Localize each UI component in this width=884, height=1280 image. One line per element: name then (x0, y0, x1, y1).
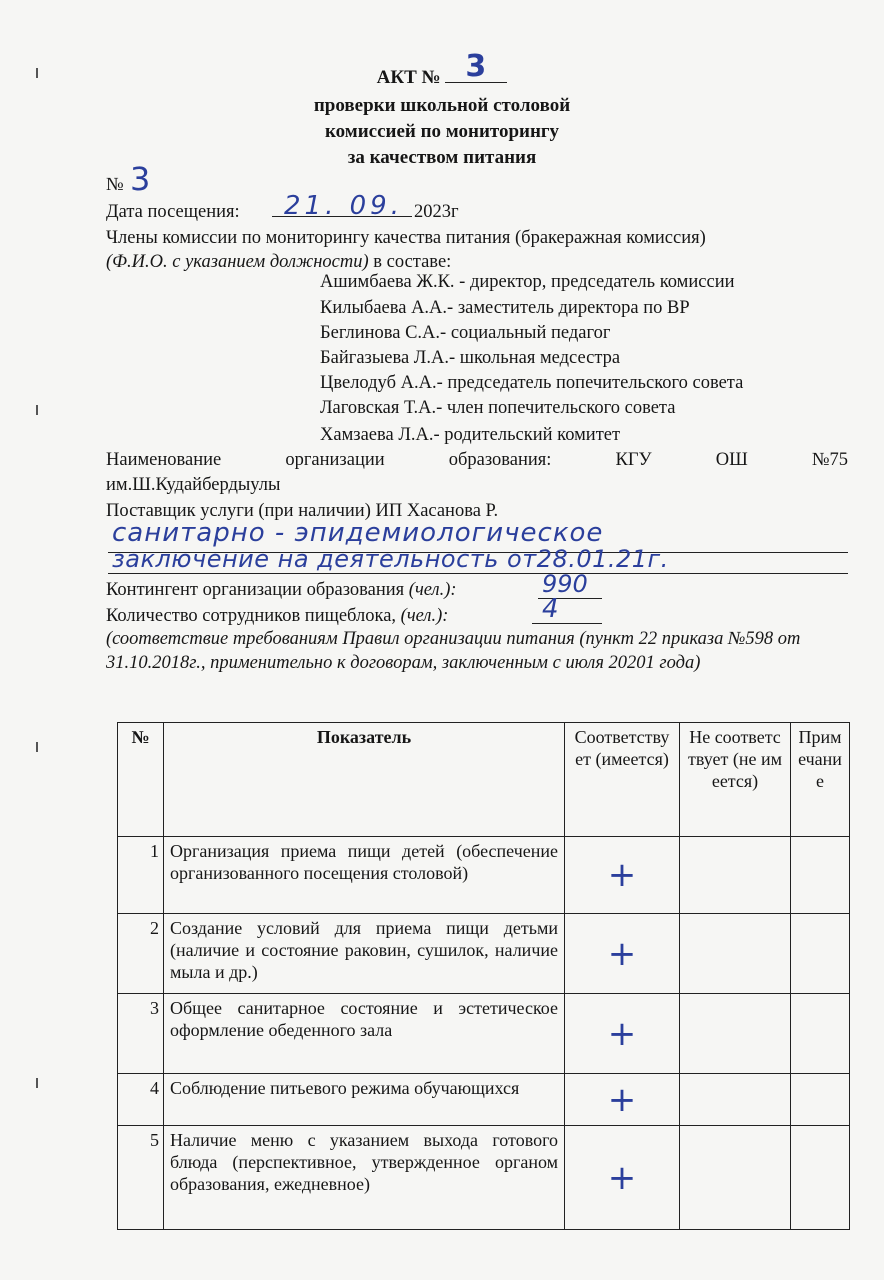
org-word: КГУ (615, 450, 652, 470)
row-number: 1 (118, 837, 164, 914)
remark-cell (791, 994, 850, 1074)
staff-label: Количество сотрудников пищеблока, (106, 606, 401, 626)
org-word: ОШ (715, 450, 748, 470)
margin-mark (36, 742, 38, 752)
margin-mark (36, 1078, 38, 1088)
header-complies: Соответствует (имеется) (565, 723, 680, 837)
visit-date-value: 21. 09. (284, 191, 403, 221)
act-number-field (445, 49, 507, 84)
row-indicator: Наличие меню с указанием выхода готового блюда (перспективное, утвержденное органом образования, ежедневное) (164, 1126, 565, 1230)
row-indicator: Соблюдение питьевого режима обучающихся (164, 1074, 565, 1126)
not-complies-cell (680, 914, 791, 994)
row-number: 2 (118, 914, 164, 994)
header-num: № (118, 723, 164, 837)
number-value: 3 (130, 160, 151, 198)
handwritten-line-1: санитарно - эпидемиологическое (112, 518, 604, 548)
supplier-line: Поставщик услуги (при наличии) ИП Хасанова Р. (106, 501, 499, 521)
title-line-1: проверки школьной столовой (313, 95, 571, 116)
staff-line (106, 604, 448, 628)
visit-date-line (106, 200, 240, 224)
row-number: 5 (118, 1126, 164, 1230)
title-line-2: комиссией по мониторингу (324, 121, 560, 142)
row-number: 3 (118, 994, 164, 1074)
member-item: Хамзаева Л.А.- родительский комитет (320, 425, 621, 445)
not-complies-cell (680, 994, 791, 1074)
not-complies-cell (680, 1126, 791, 1230)
row-number: 4 (118, 1074, 164, 1126)
number-line (106, 173, 124, 197)
members-intro: Члены комиссии по мониторингу качества питания (бракеражная комиссия) (106, 228, 706, 248)
complies-mark: + (565, 1126, 680, 1230)
organization-name: им.Ш.Кудайбердыулы (106, 475, 281, 495)
member-item: Ашимбаева Ж.К. - директор, председатель комиссии (320, 272, 735, 292)
remark-cell (791, 1074, 850, 1126)
member-item: Цвелодуб А.А.- председатель попечительского совета (320, 373, 744, 393)
header-indicator: Показатель (164, 723, 565, 837)
org-word: образования: (448, 450, 552, 470)
act-number: 3 (465, 49, 487, 84)
not-complies-cell (680, 1074, 791, 1126)
complies-mark: + (565, 994, 680, 1074)
member-item: Килыбаева А.А.- заместитель директора по ВР (320, 298, 690, 318)
header-not-complies: Не соответствует (не имеется) (680, 723, 791, 837)
title-line-3: за качеством питания (347, 147, 537, 168)
remark-cell (791, 1126, 850, 1230)
contingent-label: Контингент организации образования (106, 580, 409, 600)
table-row (118, 1074, 850, 1126)
table-header-row (118, 723, 850, 837)
complies-mark: + (565, 914, 680, 994)
remark-cell (791, 837, 850, 914)
member-item: Байгазыева Л.А.- школьная медсестра (320, 348, 621, 368)
member-item: Лаговская Т.А.- член попечительского совета (320, 398, 676, 418)
staff-unit: (чел.): (400, 606, 449, 626)
row-indicator: Создание условий для приема пищи детьми (наличие и состояние раковин, сушилок, наличие мыла и др.) (164, 914, 565, 994)
indicators-table (117, 722, 850, 1230)
visit-date-label: Дата посещения: (106, 202, 240, 222)
org-word: Наименование (106, 450, 222, 470)
visit-year: 2023г (414, 202, 459, 222)
contingent-unit: (чел.): (408, 580, 457, 600)
act-prefix: АКТ № (376, 67, 441, 88)
member-item: Беглинова С.А.- социальный педагог (320, 323, 611, 343)
requirements-note: (соответствие требованиям Правил организации питания (пункт 22 приказа №598 от 31.10.2018г., применительно к договорам, заключенным с июля 20201 года) (106, 629, 801, 673)
org-word: №75 (811, 450, 848, 470)
table-row (118, 837, 850, 914)
not-complies-cell (680, 837, 791, 914)
contingent-line (106, 578, 457, 602)
org-word: организации (285, 450, 385, 470)
contingent-value: 990 (542, 570, 588, 598)
handwritten-underline-2 (108, 573, 848, 574)
act-title (0, 49, 884, 91)
table-row (118, 1126, 850, 1230)
handwritten-line-2: заключение на деятельность от28.01.21г. (112, 545, 669, 573)
staff-value: 4 (542, 594, 559, 624)
header-remark: Примечание (791, 723, 850, 837)
members-hint-rest: в составе: (368, 252, 452, 272)
table-row (118, 994, 850, 1074)
organization-line (106, 448, 848, 472)
row-indicator: Организация приема пищи детей (обеспечение организованного посещения столовой) (164, 837, 565, 914)
number-label: № (106, 175, 124, 195)
margin-mark (36, 405, 38, 415)
table-row (118, 914, 850, 994)
members-hint-italic: (Ф.И.О. с указанием должности) (106, 252, 369, 272)
complies-mark: + (565, 837, 680, 914)
row-indicator: Общее санитарное состояние и эстетическое оформление обеденного зала (164, 994, 565, 1074)
complies-mark: + (565, 1074, 680, 1126)
remark-cell (791, 914, 850, 994)
